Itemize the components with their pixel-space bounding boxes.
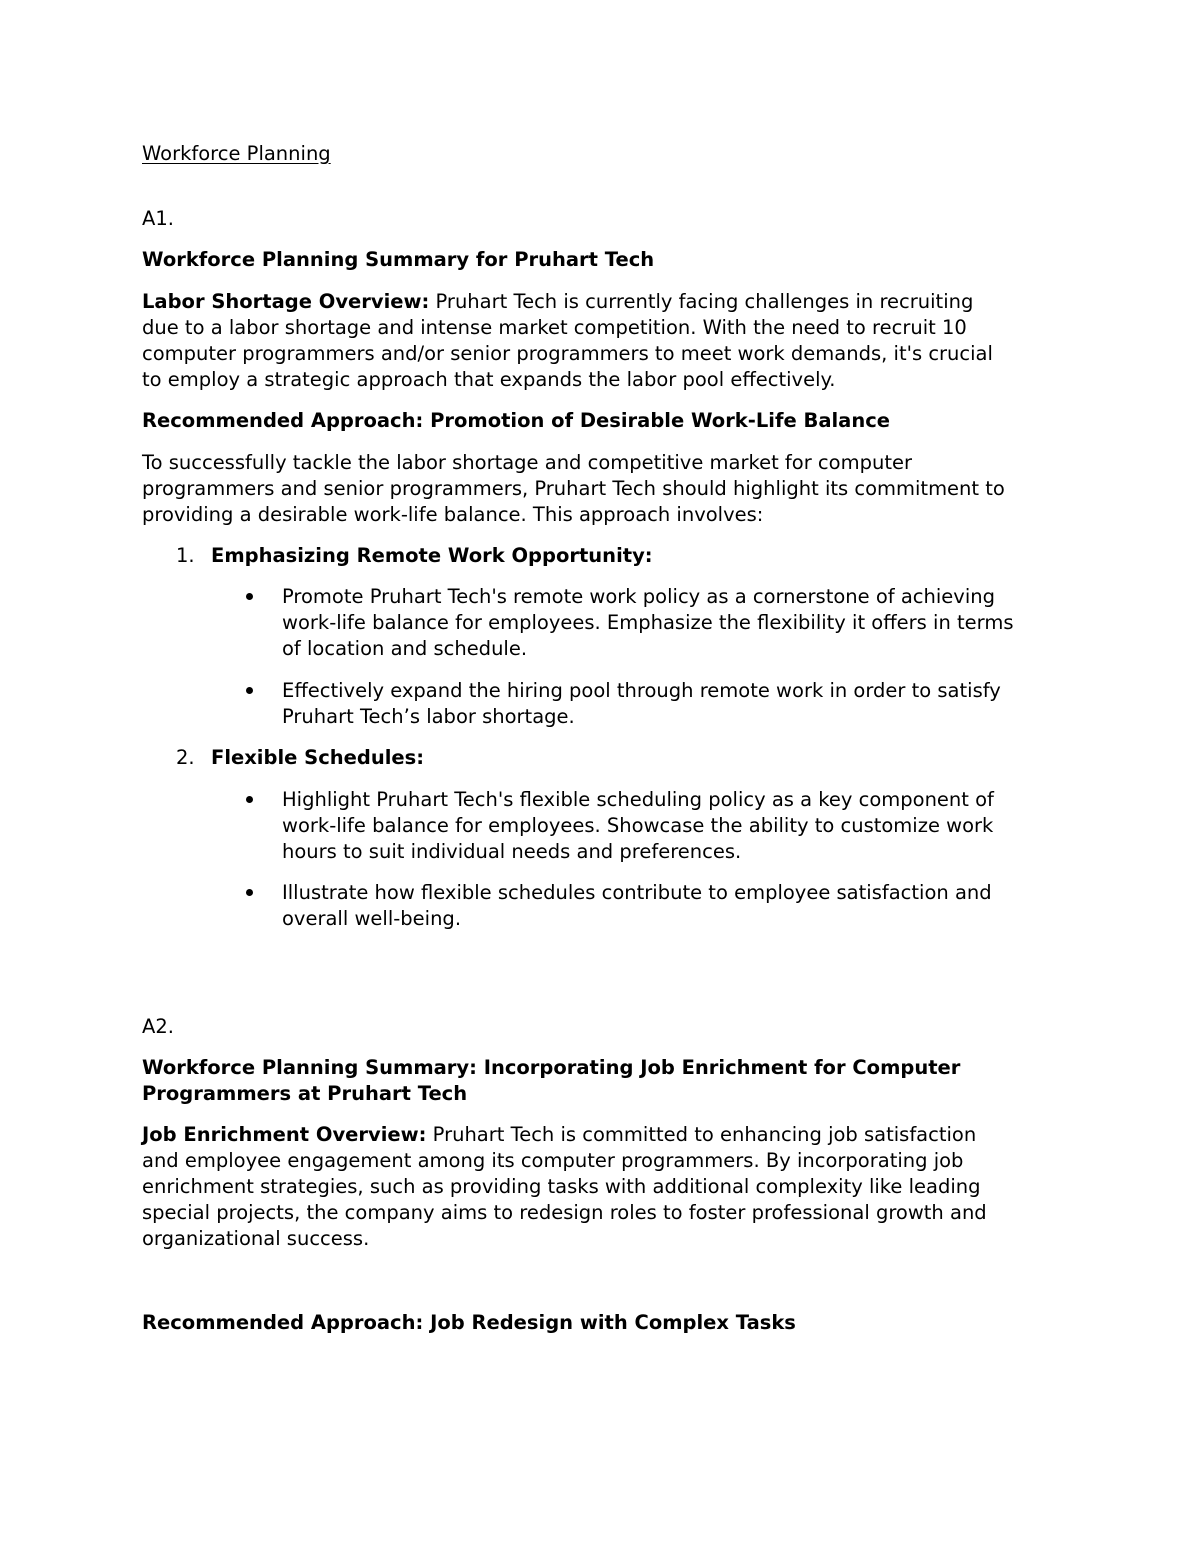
section-heading-a2-line: Workforce Planning Summary: Incorporating Job Enrichment for Computer bbox=[142, 1056, 961, 1079]
overview-line: special projects, the company aims to redesign roles to foster professional growth and bbox=[142, 1201, 987, 1224]
overview-line: due to a labor shortage and intense market competition. With the need to recruit 10 bbox=[142, 316, 967, 339]
bullet-icon bbox=[246, 796, 253, 803]
bullet-icon bbox=[246, 593, 253, 600]
overview-line: enrichment strategies, such as providing tasks with additional complexity like leading bbox=[142, 1175, 981, 1198]
job-enrichment-overview-label: Job Enrichment Overview: bbox=[142, 1123, 427, 1146]
overview-line: computer programmers and/or senior programmers to meet work demands, it's crucial bbox=[142, 342, 993, 365]
bullet-text-line: Highlight Pruhart Tech's flexible scheduling policy as a key component of bbox=[282, 788, 994, 811]
approach-intro-line: To successfully tackle the labor shortage and competitive market for computer bbox=[142, 451, 912, 474]
bullet-text-line: Illustrate how flexible schedules contribute to employee satisfaction and bbox=[282, 881, 992, 904]
overview-text: Pruhart Tech is committed to enhancing job satisfaction bbox=[432, 1123, 977, 1146]
section-heading-a2-line: Programmers at Pruhart Tech bbox=[142, 1082, 468, 1105]
overview-line: organizational success. bbox=[142, 1227, 370, 1250]
section-heading-a1: Workforce Planning Summary for Pruhart Tech bbox=[142, 248, 655, 271]
section-label-a1: A1. bbox=[142, 207, 174, 230]
list-number-2: 2. bbox=[176, 746, 195, 769]
list-number-1: 1. bbox=[176, 544, 195, 567]
bullet-text-line: hours to suit individual needs and preferences. bbox=[282, 840, 742, 863]
approach-intro-line: providing a desirable work-life balance. This approach involves: bbox=[142, 503, 764, 526]
approach-heading-a1: Recommended Approach: Promotion of Desirable Work-Life Balance bbox=[142, 409, 891, 432]
overview-line: and employee engagement among its computer programmers. By incorporating job bbox=[142, 1149, 964, 1172]
list-item-title-flexible-schedules: Flexible Schedules: bbox=[211, 746, 425, 769]
overview-text: Pruhart Tech is currently facing challenges in recruiting bbox=[435, 290, 974, 313]
labor-shortage-overview-label: Labor Shortage Overview: bbox=[142, 290, 430, 313]
bullet-icon bbox=[246, 687, 253, 694]
bullet-text-line: Promote Pruhart Tech's remote work policy as a cornerstone of achieving bbox=[282, 585, 995, 608]
overview-line: to employ a strategic approach that expands the labor pool effectively. bbox=[142, 368, 836, 391]
job-enrichment-overview-line-1 bbox=[142, 1122, 976, 1148]
approach-heading-a2: Recommended Approach: Job Redesign with Complex Tasks bbox=[142, 1311, 796, 1334]
bullet-text-line: overall well-being. bbox=[282, 907, 462, 930]
section-label-a2: A2. bbox=[142, 1015, 174, 1038]
bullet-text-line: work-life balance for employees. Emphasize the flexibility it offers in terms bbox=[282, 611, 1014, 634]
bullet-text-line: of location and schedule. bbox=[282, 637, 528, 660]
approach-intro-line: programmers and senior programmers, Pruhart Tech should highlight its commitment to bbox=[142, 477, 1005, 500]
bullet-icon bbox=[246, 889, 253, 896]
bullet-text-line: Pruhart Tech’s labor shortage. bbox=[282, 705, 575, 728]
bullet-text-line: work-life balance for employees. Showcase the ability to customize work bbox=[282, 814, 994, 837]
list-item-title-remote-work: Emphasizing Remote Work Opportunity: bbox=[211, 544, 653, 567]
bullet-text-line: Effectively expand the hiring pool through remote work in order to satisfy bbox=[282, 679, 1001, 702]
labor-shortage-overview-line-1 bbox=[142, 289, 973, 315]
document-title: Workforce Planning bbox=[142, 142, 331, 165]
